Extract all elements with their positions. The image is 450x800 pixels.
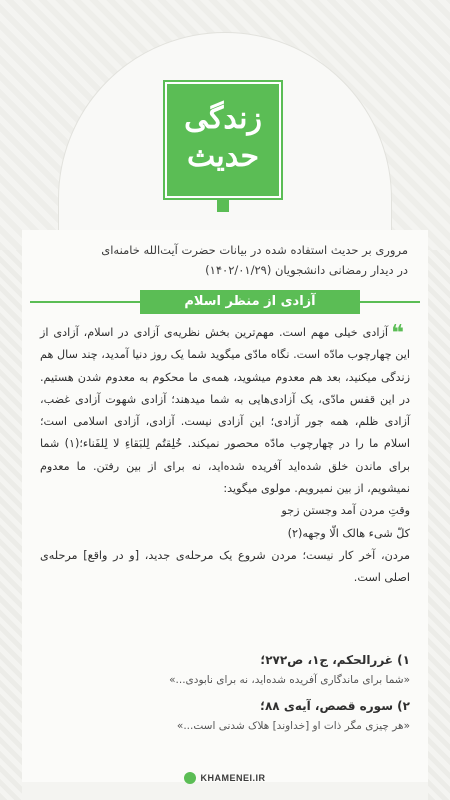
side-pattern-right <box>428 250 450 800</box>
footer <box>160 768 290 788</box>
hadith-body <box>40 322 410 590</box>
side-pattern-left <box>0 250 22 800</box>
reference-2-title: ۲) سوره قصص، آیه‌ی ۸۸؛ <box>260 699 410 713</box>
reference-1-title: ۱) غررالحکم، ج۱، ص۲۷۲؛ <box>260 653 410 667</box>
references <box>40 650 410 742</box>
title-band <box>30 290 420 314</box>
intro-line-2: در دیدار رمضانی دانشجویان (۱۴۰۲/۰۱/۲۹) <box>205 263 408 277</box>
khamenei-logo-icon <box>184 772 196 784</box>
body-paragraph-2: مردن، آخر کار نیست؛ مردن شروع یک مرحله‌ی جدید، [و در واقع] مرحله‌ی اصلی است. <box>40 548 410 585</box>
verse-line-1: وقتِ مردن آمد وجستن زجو <box>281 504 410 518</box>
logo-tail <box>217 198 229 212</box>
quote-icon: ❝ <box>391 321 404 346</box>
intro-text <box>36 240 408 280</box>
reference-1-text: «شما برای ماندگاری آفریده شده‌اید، نه برای نابودی...» <box>169 674 410 686</box>
site-url[interactable]: KHAMENEI.IR <box>200 773 266 783</box>
section-title: آزادی از منظر اسلام <box>140 290 360 314</box>
intro-line-1: مروری بر حدیث استفاده شده در بیانات حضرت آیت‌الله خامنه‌ای <box>101 243 408 257</box>
hadith-zendegi-logo <box>165 82 281 212</box>
verse-line-2: کلّ شیء هالک الّا وجهه(۲) <box>287 526 410 540</box>
reference-2-text: «هر چیزی مگر ذات او [خداوند] هلاک شدنی است...» <box>176 720 410 732</box>
body-paragraph-1: آزادی خیلی مهم است. مهم‌ترین بخش نظریه‌ی آزادی در اسلام، آزادی از این چهارچوب مادّه است. نگاه مادّی میگوید شما یک روز دنیا آمدید، چند سال هم زندگی میکنید، بعد هم معدوم میشوید، همه‌ی ما محکوم به معدوم شدن هستیم. در این قفس مادّی، یک آزادی‌هایی به شما میدهند؛ آزادی شهوت آزادی غضب، آزادی ظلم، همه جور آزادی؛ این آزادی نیست. آزادی، آزادی اسلامی است؛ اسلام ما را در چهارچوب مادّه محصور نمیکند. خُلِقتُم لِلبَقاءِ لا لِلفَناء؛(۱) شما برای ماندن خلق شده‌اید آفریده شده‌اید، نه برای از بین رفتن. ما معدوم نمیشویم، از بین نمیرویم. مولوی میگوید: <box>40 326 410 496</box>
logo-text: زندگی حدیث <box>184 101 262 174</box>
